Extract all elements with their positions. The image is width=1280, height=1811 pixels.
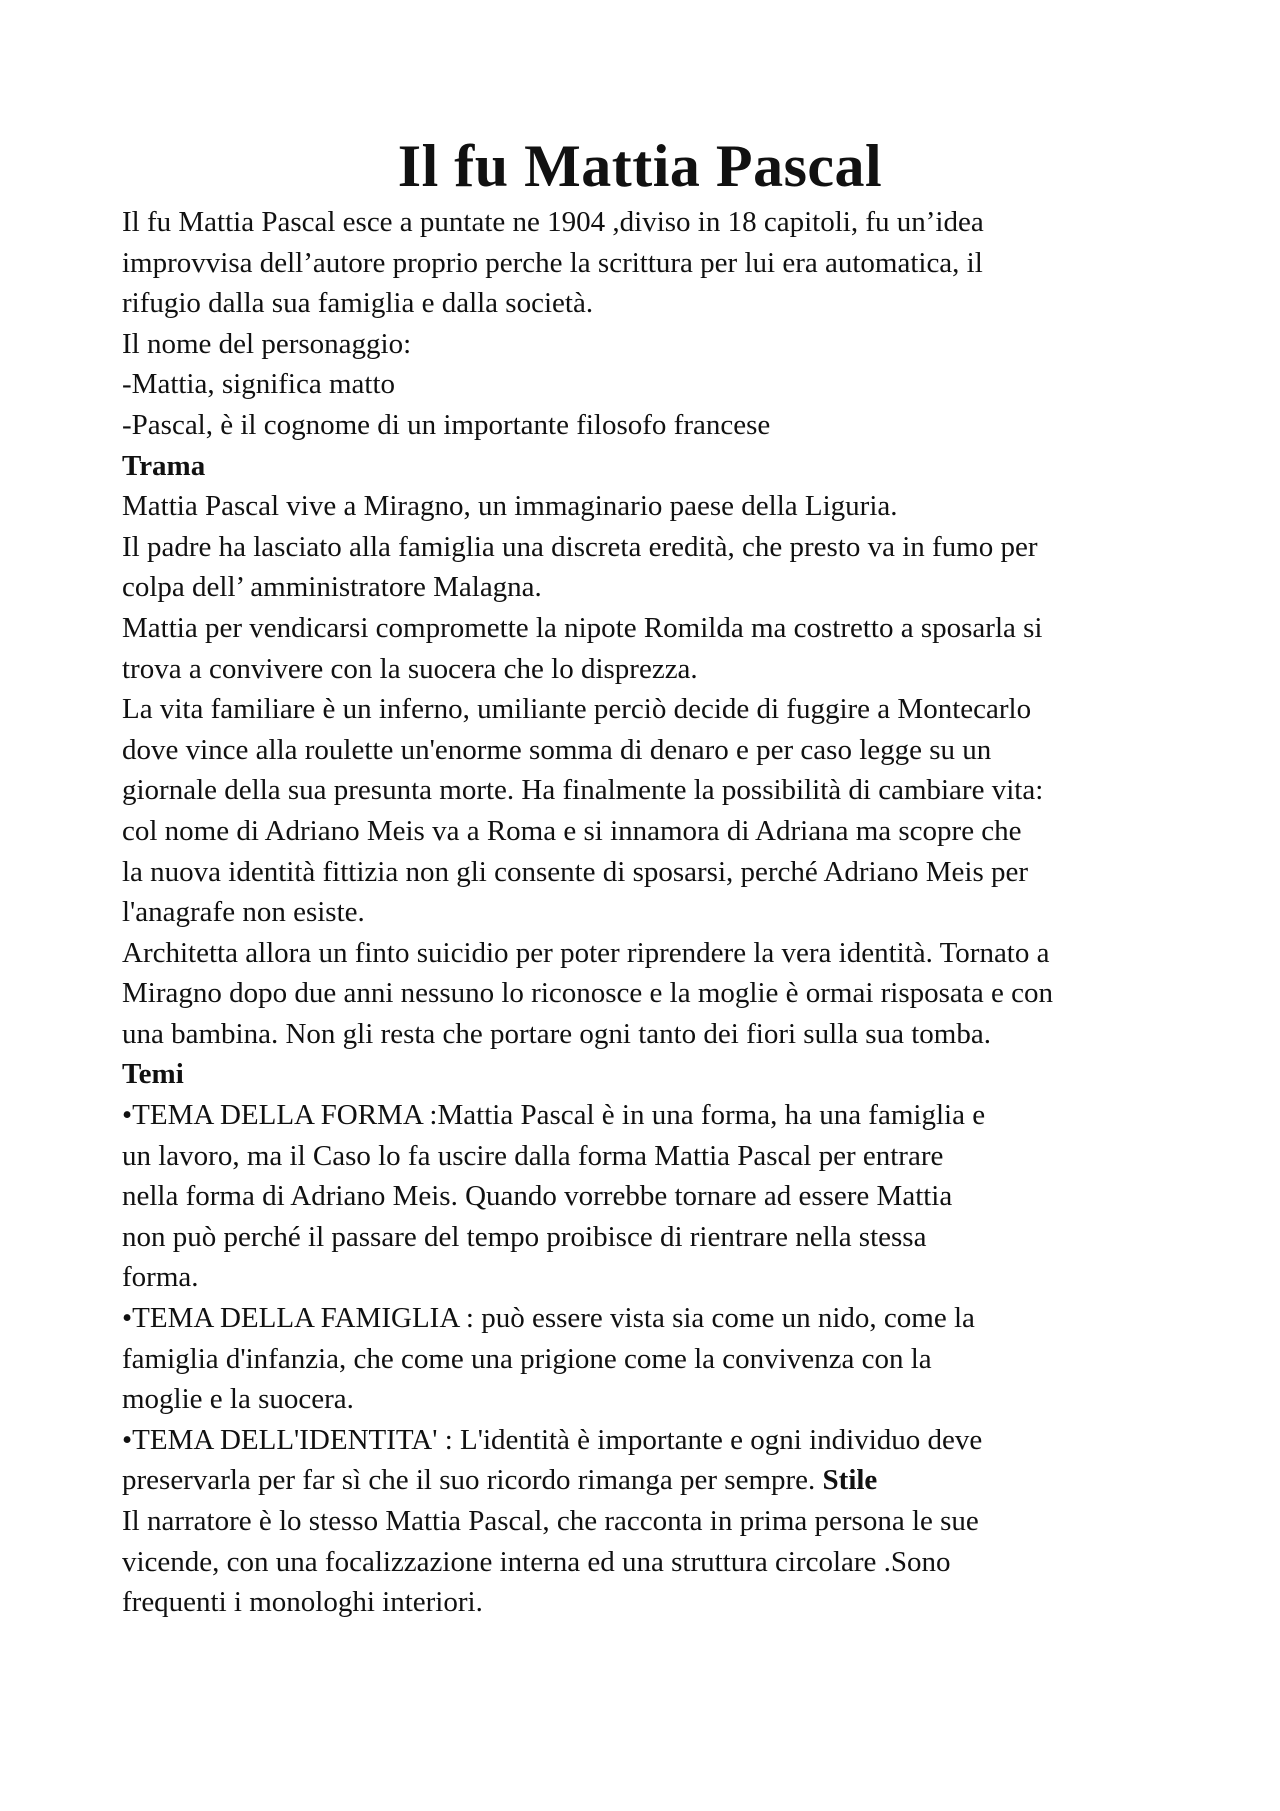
page-title: Il fu Mattia Pascal xyxy=(397,133,883,199)
trama-line: la nuova identità fittizia non gli consente di sposarsi, perché Adriano Meis per xyxy=(122,855,1029,888)
temi-last-line xyxy=(122,1460,1182,1501)
temi-line: •TEMA DELL'IDENTITA' : L'identità è importante e ogni individuo deve xyxy=(122,1423,983,1456)
intro-line: improvvisa dell’autore proprio perche la scrittura per lui era automatica, il xyxy=(122,246,983,279)
trama-line: Miragno dopo due anni nessuno lo riconosce e la moglie è ormai risposata e con xyxy=(122,977,1053,1010)
temi-line: un lavoro, ma il Caso lo fa uscire dalla forma Mattia Pascal per entrare xyxy=(122,1139,944,1172)
trama-line: giornale della sua presunta morte. Ha finalmente la possibilità di cambiare vita: xyxy=(122,774,1044,807)
stile-heading: Stile xyxy=(822,1464,878,1497)
temi-heading: Temi xyxy=(122,1058,184,1091)
trama-line: una bambina. Non gli resta che portare ogni tanto dei fiori sulla sua tomba. xyxy=(122,1017,991,1050)
document-body xyxy=(122,202,1182,1623)
trama-line: Architetta allora un finto suicidio per poter riprendere la vera identità. Tornato a xyxy=(122,936,1050,969)
trama-section xyxy=(122,486,1182,1054)
trama-line: Mattia Pascal vive a Miragno, un immaginario paese della Liguria. xyxy=(122,490,898,523)
stile-line: frequenti i monologhi interiori. xyxy=(122,1586,483,1619)
temi-line: moglie e la suocera. xyxy=(122,1383,354,1416)
intro-line: -Pascal, è il cognome di un importante filosofo francese xyxy=(122,408,771,441)
temi-line: •TEMA DELLA FORMA :Mattia Pascal è in una forma, ha una famiglia e xyxy=(122,1099,986,1132)
trama-line: Mattia per vendicarsi compromette la nipote Romilda ma costretto a sposarla si xyxy=(122,611,1043,644)
trama-line: colpa dell’ amministratore Malagna. xyxy=(122,571,542,604)
temi-section xyxy=(122,1095,1182,1501)
stile-section xyxy=(122,1501,1182,1623)
stile-line: vicende, con una focalizzazione interna ed una struttura circolare .Sono xyxy=(122,1545,951,1578)
intro-line: Il fu Mattia Pascal esce a puntate ne 1904 ,diviso in 18 capitoli, fu un’idea xyxy=(122,206,984,238)
trama-line: trova a convivere con la suocera che lo disprezza. xyxy=(122,652,698,685)
trama-line: l'anagrafe non esiste. xyxy=(122,896,365,929)
temi-line: forma. xyxy=(122,1261,199,1294)
temi-last-text: preservarla per far sì che il suo ricordo rimanga per sempre. xyxy=(122,1464,816,1497)
temi-line: non può perché il passare del tempo proibisce di rientrare nella stessa xyxy=(122,1220,927,1253)
stile-line: Il narratore è lo stesso Mattia Pascal, che racconta in prima persona le sue xyxy=(122,1505,979,1537)
intro-section xyxy=(122,202,1182,446)
intro-line: -Mattia, significa matto xyxy=(122,368,396,401)
trama-line: Il padre ha lasciato alla famiglia una discreta eredità, che presto va in fumo per xyxy=(122,530,1038,563)
trama-line: col nome di Adriano Meis va a Roma e si innamora di Adriana ma scopre che xyxy=(122,814,1022,847)
intro-line: Il nome del personaggio: xyxy=(122,327,412,360)
temi-line: •TEMA DELLA FAMIGLIA : può essere vista sia come un nido, come la xyxy=(122,1302,975,1335)
trama-line: dove vince alla roulette un'enorme somma di denaro e per caso legge su un xyxy=(122,733,992,766)
temi-line: famiglia d'infanzia, che come una prigione come la convivenza con la xyxy=(122,1342,932,1375)
temi-line: nella forma di Adriano Meis. Quando vorrebbe tornare ad essere Mattia xyxy=(122,1180,953,1213)
trama-line: La vita familiare è un inferno, umiliante perciò decide di fuggire a Montecarlo xyxy=(122,693,1032,726)
trama-heading: Trama xyxy=(122,449,206,482)
intro-line: rifugio dalla sua famiglia e dalla società. xyxy=(122,287,594,320)
